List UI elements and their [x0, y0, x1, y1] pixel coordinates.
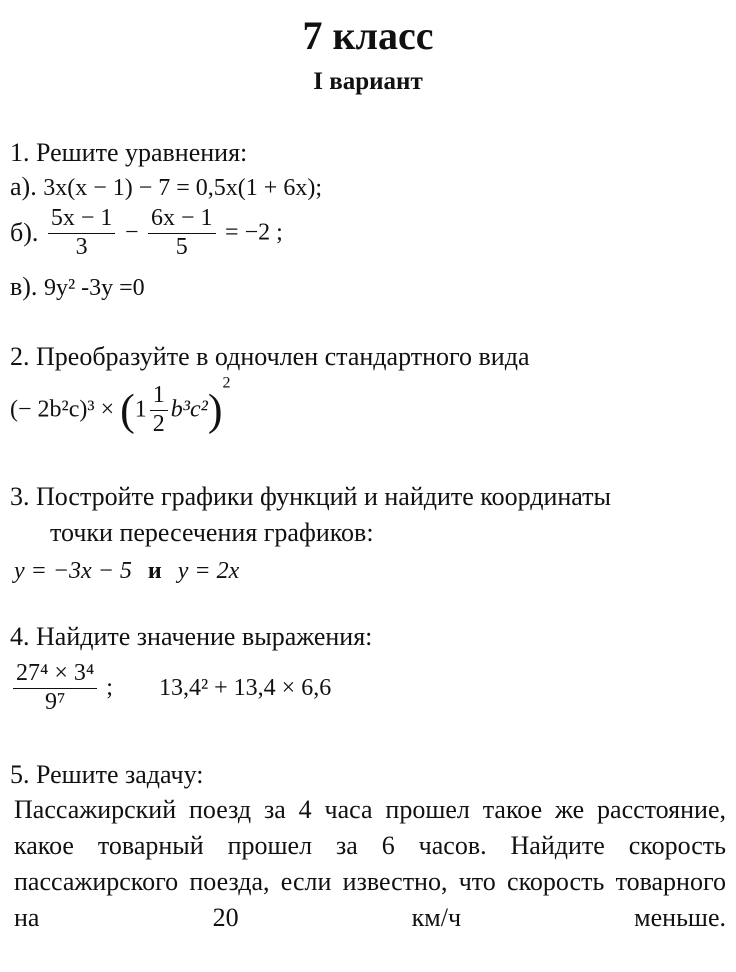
- task2-frac-denominator: 2: [152, 410, 165, 437]
- task1-c: [10, 272, 145, 302]
- task1-c-label: в).: [10, 272, 38, 301]
- task1-a-expr: 3x(x − 1) − 7 = 0,5x(1 + 6x);: [43, 175, 322, 201]
- task5-heading: 5. Решите задачу:: [10, 760, 204, 789]
- task1-b-numerator-1: 5x − 1: [48, 205, 116, 234]
- task2-fraction: [150, 382, 168, 438]
- task1-b-denominator-2: 5: [175, 233, 188, 260]
- task1-b-rest: = −2 ;: [225, 219, 283, 246]
- task4-frac-denominator: 9⁷: [44, 688, 66, 715]
- task2-heading: 2. Преобразуйте в одночлен стандартного вида: [10, 342, 530, 371]
- task2-expr-part2: 1: [134, 396, 147, 423]
- task3-functions: [14, 558, 239, 585]
- task1-b-numerator-2: 6x − 1: [148, 205, 216, 234]
- task4-separator: ;: [106, 674, 113, 701]
- variant-subtitle: I вариант: [313, 68, 423, 95]
- task4-heading: 4. Найдите значение выражения:: [10, 622, 373, 651]
- task1-a-label: а).: [10, 172, 37, 201]
- task4-expr2: 13,4² + 13,4 × 6,6: [158, 674, 332, 701]
- task1-b-fraction-2: [148, 205, 216, 261]
- task4-expressions: [10, 660, 331, 716]
- task1-c-expr: 9y² -3y =0: [43, 275, 145, 301]
- task2-expr-part1: (− 2b²c)³ ×: [10, 396, 115, 423]
- task1-b-minus: −: [124, 219, 139, 246]
- task3-expr1: y = −3x − 5: [14, 558, 132, 584]
- task3-heading-line1: 3. Постройте графики функций и найдите координаты: [10, 482, 612, 511]
- task3-heading-line2: точки пересечения графиков:: [50, 518, 374, 547]
- task2-outer-power: 2: [222, 374, 231, 392]
- task1-b-fraction-1: [48, 205, 116, 261]
- task4-frac-numerator: 27⁴ × 3⁴: [13, 660, 97, 689]
- task1-b-denominator-1: 3: [75, 233, 88, 260]
- task1-a: [10, 172, 322, 202]
- task2-expr-part3: b³c²: [170, 396, 208, 423]
- task2-close-paren: ): [207, 385, 223, 435]
- task5-text: Пассажирский поезд за 4 часа прошел такое же расстояние, какое товарный прошел за 6 часов. Найдите скорость пассажирского поезда, если известно, что скорость товарного на 20 км/ч меньше.: [14, 795, 726, 932]
- task3-connector: и: [147, 558, 162, 584]
- task2-open-paren: (: [120, 385, 135, 435]
- task2-frac-numerator: 1: [150, 382, 168, 411]
- task4-fraction: [13, 660, 97, 716]
- page-title: 7 класс: [302, 13, 434, 58]
- task3-expr2: y = 2x: [177, 558, 240, 584]
- task2-expression: [10, 374, 231, 438]
- task1-b-label: б).: [10, 218, 39, 248]
- task1-heading: 1. Решите уравнения:: [10, 138, 248, 167]
- task1-b: [10, 205, 283, 261]
